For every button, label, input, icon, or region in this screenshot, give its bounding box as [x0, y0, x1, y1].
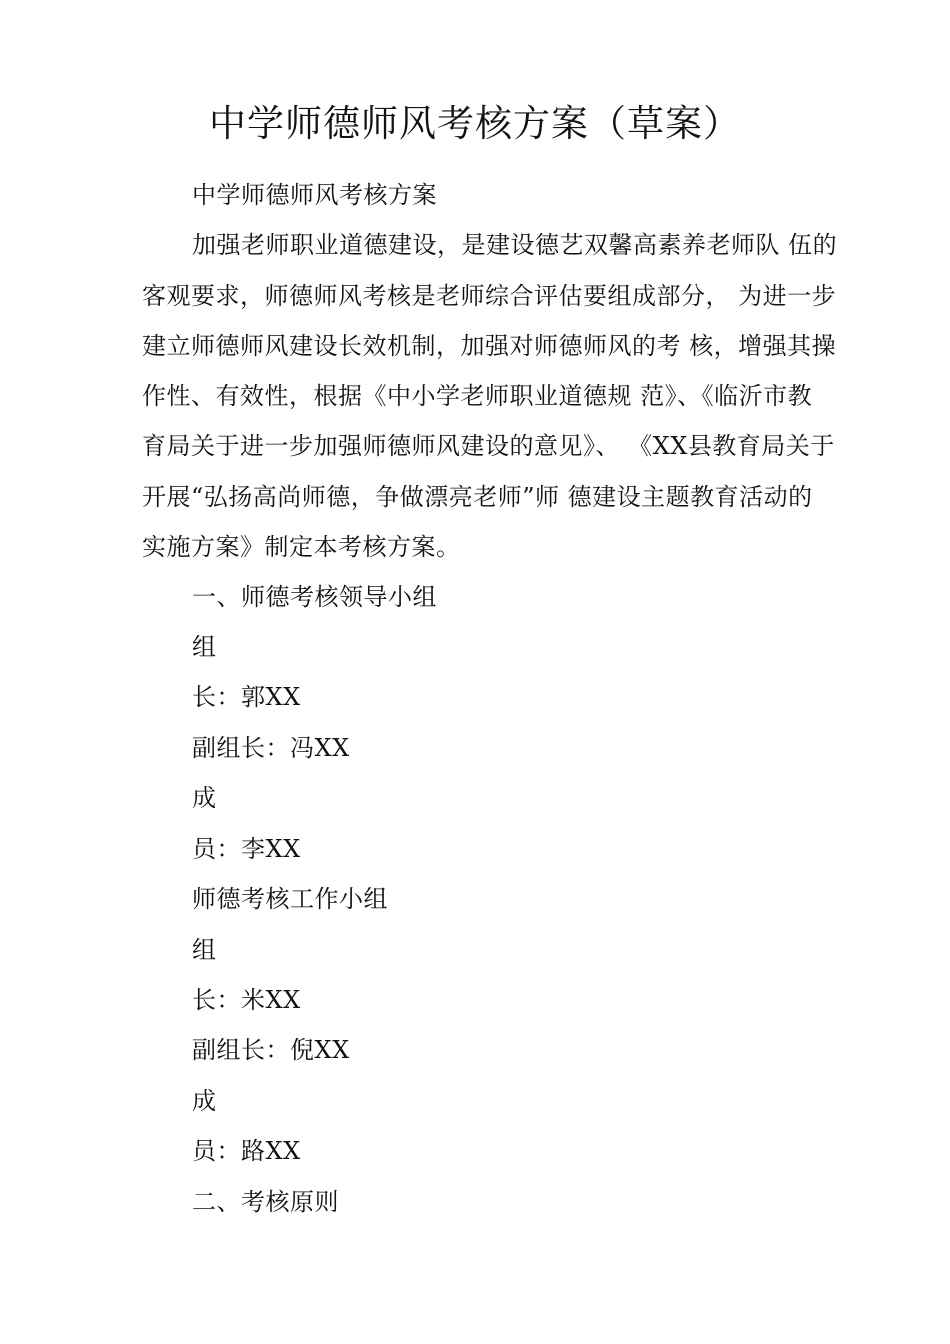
intro-line-6: 开展“弘扬高尚师德，争做漂亮老师”师 德建设主题教育活动的 [142, 483, 813, 511]
work-member-label-part2: 员：路XX [192, 1137, 301, 1165]
work-leader-label-part1: 组 [192, 936, 217, 964]
work-group-heading: 师德考核工作小组 [192, 885, 388, 913]
leader-label-part1: 组 [192, 633, 217, 661]
intro-line-1: 加强老师职业道德建设，是建设德艺双馨高素养老师队 伍的 [192, 231, 838, 259]
section2-heading: 二、考核原则 [192, 1188, 339, 1216]
intro-line-7: 实施方案》制定本考核方案。 [142, 533, 461, 561]
work-member-label-part1: 成 [192, 1087, 217, 1115]
document-subtitle: 中学师德师风考核方案 [192, 181, 437, 209]
deputy-leader: 副组长：冯XX [192, 734, 350, 762]
intro-line-3: 建立师德师风建设长效机制，加强对师德师风的考 核，增强其操 [142, 332, 837, 360]
document-title: 中学师德师风考核方案（草案） [209, 102, 741, 145]
leader-label-part2: 长：郭XX [192, 683, 301, 711]
member-label-part1: 成 [192, 784, 217, 812]
work-deputy-leader: 副组长：倪XX [192, 1036, 350, 1064]
intro-line-4: 作性、有效性，根据《中小学老师职业道德规 范》、《临沂市教 [142, 382, 813, 410]
section1-heading: 一、师德考核领导小组 [192, 583, 437, 611]
intro-line-5: 育局关于进一步加强师德师风建设的意见》、 《XX县教育局关于 [142, 432, 835, 460]
member-label-part2: 员：李XX [192, 835, 301, 863]
work-leader-label-part2: 长：米XX [192, 986, 301, 1014]
intro-line-2: 客观要求，师德师风考核是老师综合评估要组成部分， 为进一步 [142, 282, 837, 310]
